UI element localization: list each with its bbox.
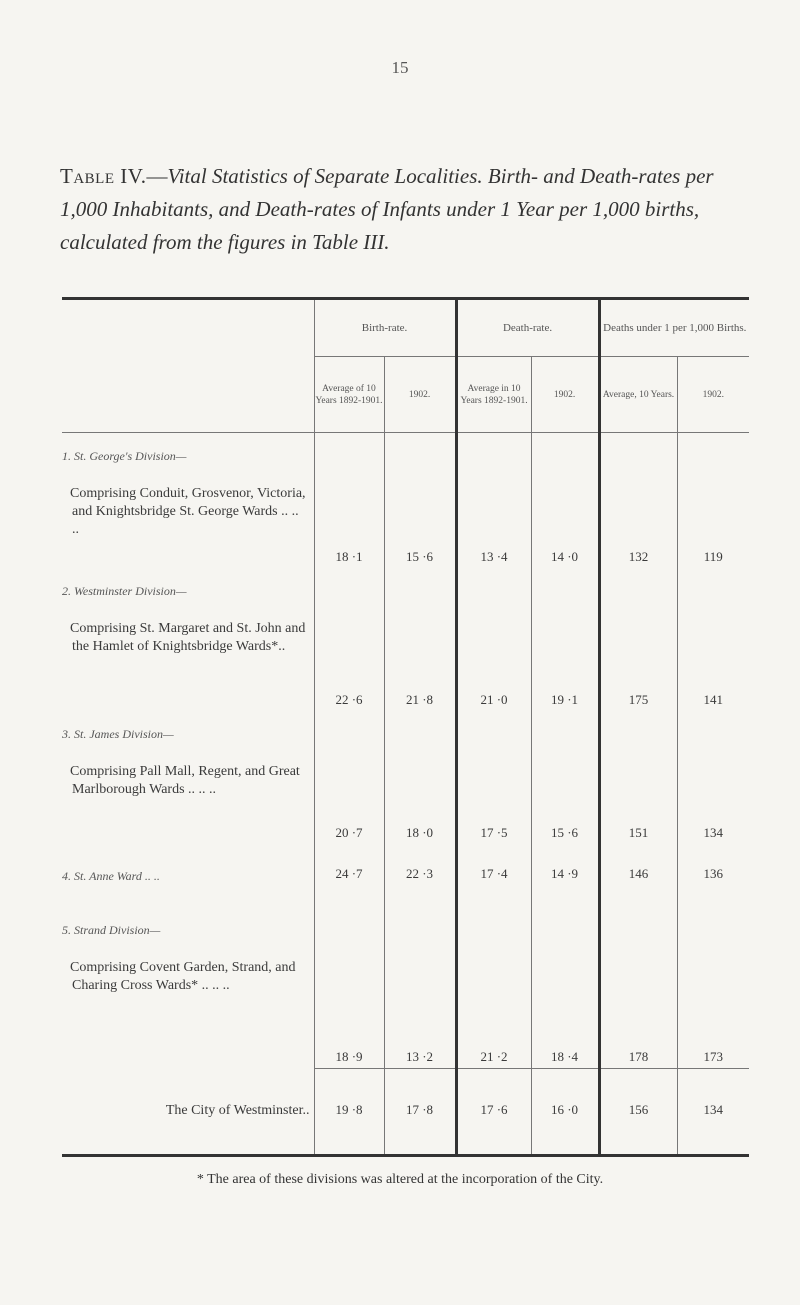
table-row <box>62 844 749 907</box>
group-header-row <box>62 299 749 357</box>
table-title <box>60 160 750 259</box>
cell-birth-average: 18 ·1 <box>314 433 384 569</box>
cell-birth-average: 20 ·7 <box>314 711 384 844</box>
cell-infant-average: 151 <box>599 711 677 844</box>
footnote: * The area of these divisions was altered at the incorporation of the City. <box>196 1172 604 1187</box>
subheader-infant-1902: 1902. <box>677 357 749 433</box>
cell-birth-1902: 18 ·0 <box>384 711 456 844</box>
cell-infant-1902: 134 <box>677 1069 749 1156</box>
cell-birth-average: 18 ·9 <box>314 907 384 1069</box>
cell-death-1902: 18 ·4 <box>531 907 599 1069</box>
cell-infant-average: 156 <box>599 1069 677 1156</box>
division-description: Comprising Covent Garden, Strand, and Charing Cross Wards* .. .. .. <box>70 960 296 993</box>
cell-birth-1902: 13 ·2 <box>384 907 456 1069</box>
header-infant-deaths: Deaths under 1 per 1,000 Births. <box>599 299 749 357</box>
header-birth-rate: Birth-rate. <box>314 299 456 357</box>
cell-infant-average: 178 <box>599 907 677 1069</box>
cell-birth-1902: 15 ·6 <box>384 433 456 569</box>
cell-death-1902: 14 ·9 <box>531 844 599 907</box>
division-name: 3. St. James Division— <box>62 727 174 741</box>
table-title-dash: — <box>146 164 168 188</box>
cell-infant-1902: 136 <box>677 844 749 907</box>
cell-death-average: 17 ·5 <box>456 711 531 844</box>
division-description: Comprising St. Margaret and St. John and the Hamlet of Knightsbridge Wards*.. <box>70 621 306 654</box>
cell-death-1902: 16 ·0 <box>531 1069 599 1156</box>
header-death-rate: Death-rate. <box>456 299 599 357</box>
table-title-lead: Table IV. <box>60 164 147 188</box>
cell-death-1902: 14 ·0 <box>531 433 599 569</box>
sub-header-row <box>62 357 749 433</box>
division-name: 5. Strand Division— <box>62 923 161 937</box>
division-name: 1. St. George's Division— <box>62 449 187 463</box>
row-label <box>62 568 314 711</box>
cell-death-average: 21 ·0 <box>456 568 531 711</box>
cell-death-average: 17 ·6 <box>456 1069 531 1156</box>
row-label <box>62 907 314 1069</box>
cell-death-average: 17 ·4 <box>456 844 531 907</box>
cell-infant-average: 132 <box>599 433 677 569</box>
cell-birth-1902: 21 ·8 <box>384 568 456 711</box>
cell-infant-1902: 141 <box>677 568 749 711</box>
cell-death-average: 13 ·4 <box>456 433 531 569</box>
table-row <box>62 433 749 569</box>
division-name: 4. St. Anne Ward .. .. <box>62 868 160 883</box>
cell-birth-average: 22 ·6 <box>314 568 384 711</box>
row-label <box>62 1069 314 1156</box>
division-description: Comprising Pall Mall, Regent, and Great Marlborough Wards .. .. .. <box>70 764 300 797</box>
division-description: Comprising Conduit, Grosvenor, Victoria, and Knightsbridge St. George Wards .. .. .. <box>70 486 306 537</box>
subheader-birth-1902: 1902. <box>384 357 456 433</box>
cell-infant-average: 146 <box>599 844 677 907</box>
cell-death-1902: 15 ·6 <box>531 711 599 844</box>
cell-death-1902: 19 ·1 <box>531 568 599 711</box>
cell-birth-1902: 22 ·3 <box>384 844 456 907</box>
cell-infant-1902: 134 <box>677 711 749 844</box>
cell-death-average: 21 ·2 <box>456 907 531 1069</box>
table-title-text: Vital Statistics of Separate Localities. Birth- and Death-rates per 1,000 Inhabitants, and Death-rates of Infants under 1 Year per 1,000 births, calculated from the figures in Table III. <box>60 164 714 254</box>
header-blank-sub <box>62 357 314 433</box>
subheader-death-average: Average in 10 Years 1892-1901. <box>456 357 531 433</box>
table-row <box>62 907 749 1069</box>
row-label <box>62 844 314 907</box>
cell-birth-average: 24 ·7 <box>314 844 384 907</box>
cell-birth-1902: 17 ·8 <box>384 1069 456 1156</box>
subheader-birth-average: Average of 10 Years 1892-1901. <box>314 357 384 433</box>
table-row <box>62 568 749 711</box>
division-name: 2. Westminster Division— <box>62 584 187 598</box>
total-label: The City of Westminster.. <box>165 1103 310 1119</box>
cell-infant-1902: 119 <box>677 433 749 569</box>
page-number: 15 <box>391 58 409 77</box>
row-label <box>62 711 314 844</box>
cell-infant-1902: 173 <box>677 907 749 1069</box>
table-row <box>62 711 749 844</box>
subheader-death-1902: 1902. <box>531 357 599 433</box>
cell-birth-average: 19 ·8 <box>314 1069 384 1156</box>
vital-statistics-table <box>62 297 749 1157</box>
row-label <box>62 433 314 569</box>
table-row-total <box>62 1069 749 1156</box>
cell-infant-average: 175 <box>599 568 677 711</box>
header-blank <box>62 299 314 357</box>
subheader-infant-average: Average, 10 Years. <box>599 357 677 433</box>
